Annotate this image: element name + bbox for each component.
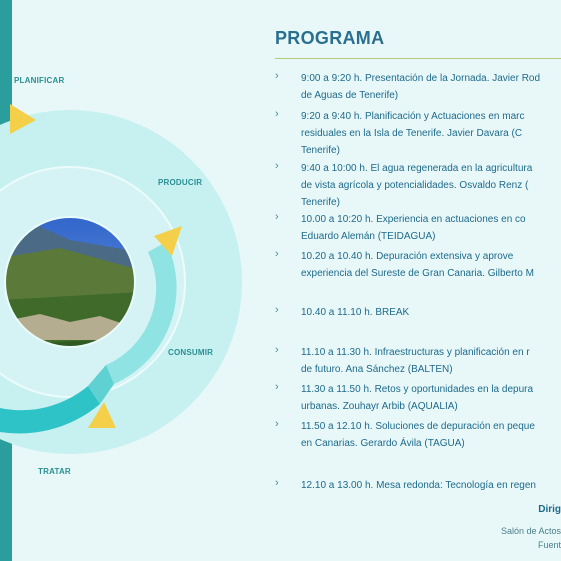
bullet-icon: › bbox=[275, 70, 279, 82]
footer-venue: Salón de Actos bbox=[500, 526, 561, 536]
item-line: 11.30 a 11.50 h. Retos y oportunidades en la depura bbox=[301, 384, 534, 395]
bullet-icon: › bbox=[275, 304, 279, 316]
item-line: en Canarias. Gerardo Ávila (TAGUA) bbox=[301, 438, 465, 449]
item-line: 10.20 a 10.40 h. Depuración extensiva y aprove bbox=[301, 251, 514, 262]
item-line: 9:00 a 9:20 h. Presentación de la Jornada. Javier Rod bbox=[301, 73, 541, 84]
footer-direction: Dirig bbox=[538, 504, 561, 515]
bullet-icon: › bbox=[275, 418, 279, 430]
item-line: experiencia del Sureste de Gran Canaria. Gilberto M bbox=[301, 268, 534, 279]
item-line: Tenerife) bbox=[301, 197, 340, 208]
item-line: 9:40 a 10:00 h. El agua regenerada en la agricultura bbox=[301, 163, 533, 174]
item-line: 10.40 a 11.10 h. BREAK bbox=[301, 307, 410, 318]
title-divider bbox=[275, 58, 561, 59]
program-panel bbox=[275, 0, 561, 561]
item-line: 9:20 a 9:40 h. Planificación y Actuaciones en marc bbox=[301, 111, 525, 122]
bullet-icon: › bbox=[275, 248, 279, 260]
bullet-icon: › bbox=[275, 344, 279, 356]
bullet-icon: › bbox=[275, 211, 279, 223]
footer-location: Fuent bbox=[537, 540, 561, 550]
item-line: de Aguas de Tenerife) bbox=[301, 90, 399, 101]
item-line: Tenerife) bbox=[301, 145, 340, 156]
item-line: 10.00 a 10:20 h. Experiencia en actuaciones en co bbox=[301, 214, 526, 225]
water-cycle-diagram bbox=[0, 0, 260, 561]
item-line: 12.10 a 13.00 h. Mesa redonda: Tecnología en regen bbox=[301, 480, 536, 491]
item-line: de futuro. Ana Sánchez (BALTEN) bbox=[301, 364, 453, 375]
item-line: residuales en la Isla de Tenerife. Javier Davara (C bbox=[301, 128, 523, 139]
cycle-label-producir: PRODUCIR bbox=[158, 178, 203, 187]
cycle-label-tratar: TRATAR bbox=[38, 467, 71, 476]
item-line: urbanas. Zouhayr Arbib (AQUALIA) bbox=[301, 401, 458, 412]
bullet-icon: › bbox=[275, 160, 279, 172]
item-line: 11.10 a 11.30 h. Infraestructuras y planificación en r bbox=[301, 347, 530, 358]
bullet-icon: › bbox=[275, 381, 279, 393]
cycle-label-consumir: CONSUMIR bbox=[168, 348, 214, 357]
item-line: de vista agrícola y potencialidades. Osvaldo Renz ( bbox=[301, 180, 529, 191]
item-line: 11.50 a 12.10 h. Soluciones de depuración en peque bbox=[301, 421, 535, 432]
item-line: Eduardo Alemán (TEIDAGUA) bbox=[301, 231, 436, 242]
program-title: PROGRAMA bbox=[275, 28, 385, 48]
cycle-label-planificar: PLANIFICAR bbox=[14, 76, 65, 85]
bullet-icon: › bbox=[275, 108, 279, 120]
bullet-icon: › bbox=[275, 477, 279, 489]
